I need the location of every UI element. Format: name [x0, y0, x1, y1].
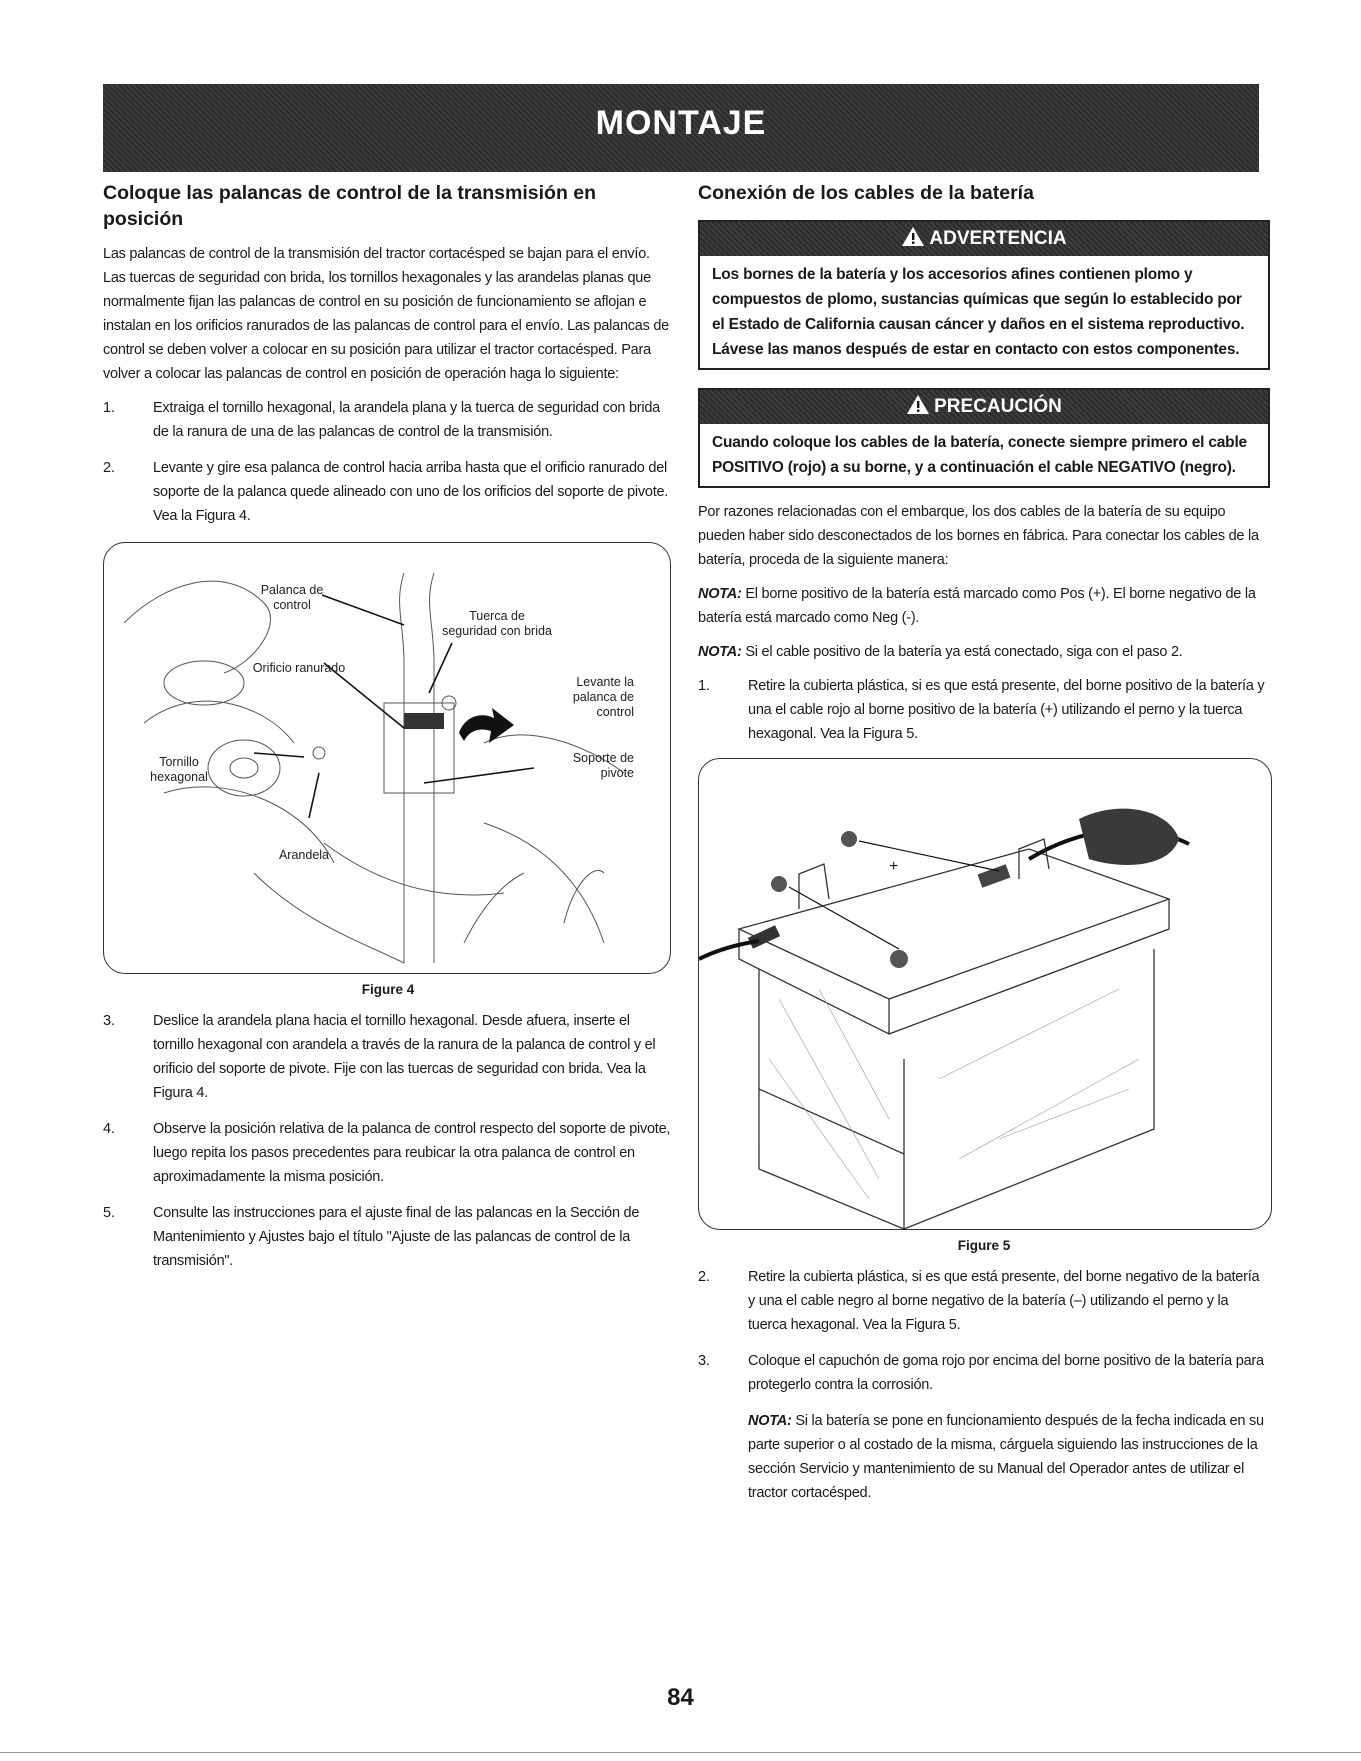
note-label: NOTA:: [748, 1413, 792, 1429]
caution-box: [698, 388, 1270, 488]
right-intro: Por razones relacionadas con el embarque, los dos cables de la batería de su equipo pueden haber sido desconectados de los bornes en fábrica. Para conectar los cables de la batería, proceda de la siguiente manera:: [698, 504, 1259, 568]
plus-sign: +: [889, 858, 899, 875]
note-label: NOTA:: [698, 586, 742, 602]
label-tornillo: Tornillo hexagonal: [150, 755, 208, 784]
step-text: Retire la cubierta plástica, si es que está presente, del borne positivo de la batería y una el cable rojo al borne positivo de la batería (+) utilizando el perno y la tuerca hexagonal. Vea la Figura 5.: [748, 678, 1265, 742]
step-number: 1.: [698, 678, 710, 694]
step-text: Coloque el capuchón de goma rojo por encima del borne positivo de la batería para protegerlo contra la corrosión.: [748, 1353, 1264, 1393]
step-text: Observe la posición relativa de la palanca de control respecto del soporte de pivote, luego repita los pasos precedentes para reubicar la otra palanca de control en aproximadamente la misma posición.: [153, 1121, 671, 1185]
list-item: [103, 396, 673, 444]
warning-triangle-icon: [901, 225, 925, 259]
step-text: Consulte las instrucciones para el ajuste final de las palancas en la Sección de Mantenimiento y Ajustes bajo el título "Ajuste de las palancas de control de la transmisión".: [153, 1205, 640, 1269]
figure-4-caption: Figure 4: [361, 982, 415, 997]
step-number: 1.: [103, 400, 115, 416]
list-item: [103, 1117, 673, 1189]
step-number: 3.: [103, 1013, 115, 1029]
label-tuerca: Tuerca de seguridad con brida: [442, 609, 552, 638]
note-label: NOTA:: [698, 644, 742, 660]
left-heading: Coloque las palancas de control de la transmisión en posición: [103, 182, 597, 230]
figure-5-illustration: [699, 759, 1271, 1229]
label-soporte: Soporte de pivote: [572, 751, 634, 780]
list-item: [698, 674, 1270, 746]
right-heading: Conexión de los cables de la batería: [698, 182, 1034, 204]
step-text: Retire la cubierta plástica, si es que está presente, del borne negativo de la batería y una el cable negro al borne negativo de la batería (–) utilizando el perno y la tuerca hexagonal. Vea la Figura 5.: [748, 1269, 1260, 1333]
list-item: [103, 456, 673, 528]
list-item: [103, 1201, 673, 1273]
note-text: Si el cable positivo de la batería ya está conectado, siga con el paso 2.: [741, 644, 1183, 660]
label-levante: Levante la palanca de control: [572, 675, 634, 719]
note-3: [748, 1409, 1270, 1505]
caution-title: PRECAUCIÓN: [934, 396, 1062, 417]
step-number: 2.: [103, 460, 115, 476]
label-orificio: Orificio ranurado: [252, 661, 346, 675]
note-1: [698, 582, 1270, 630]
note-text: Si la batería se pone en funcionamiento después de la fecha indicada en su parte superior o al costado de la misma, cárguela siguiendo las instrucciones de la sección Servicio y mantenimiento de su Manual del Operador antes de utilizar el tractor cortacésped.: [748, 1413, 1264, 1501]
caution-triangle-icon: [906, 393, 930, 427]
list-item: [698, 1265, 1270, 1337]
warning-box: [698, 220, 1270, 370]
label-arandela: Arandela: [278, 848, 330, 862]
warning-text: Los bornes de la batería y los accesorios afines contienen plomo y compuestos de plomo, sustancias químicas que según lo establecido por el Estado de California causan cáncer y daños en el sistema reproductivo. Lávese las manos después de estar en contacto con estos componentes.: [712, 266, 1245, 358]
bottom-rule: [0, 1752, 1361, 1753]
step-number: 5.: [103, 1205, 115, 1221]
step-text: Deslice la arandela plana hacia el tornillo hexagonal. Desde afuera, inserte el tornillo hexagonal con arandela a través de la ranura de la palanca de control y el orificio del soporte de pivote. Fije con las tuercas de seguridad con brida. Vea la Figura 4.: [153, 1013, 656, 1101]
list-item: [698, 1349, 1270, 1397]
left-column: [103, 180, 673, 1285]
note-2: [698, 640, 1270, 664]
left-intro: Las palancas de control de la transmisión del tractor cortacésped se bajan para el envío. Las tuercas de seguridad con brida, los tornillos hexagonales y las arandelas planas que normalmente fijan las palancas de control en su posición de funcionamiento se aflojan e instalan en los orificios ranurados de las palancas de control para el envío. Las palancas de control se deben volver a colocar en su posición para utilizar el tractor cortacésped. Para volver a colocar las palancas de control en posición de operación haga lo siguiente:: [103, 246, 669, 382]
battery-steps-2: [698, 1265, 1270, 1397]
step-text: Extraiga el tornillo hexagonal, la arandela plana y la tuerca de seguridad con brida de la ranura de una de las palancas de control de la transmisión.: [153, 400, 660, 440]
label-palanca: Palanca de control: [260, 583, 324, 612]
figure-5: [698, 758, 1272, 1230]
section-title: MONTAJE: [595, 104, 767, 142]
right-column: [698, 180, 1270, 1515]
list-item: [103, 1009, 673, 1105]
step-number: 4.: [103, 1121, 115, 1137]
page-number: 84: [667, 1684, 694, 1711]
step-text: Levante y gire esa palanca de control hacia arriba hasta que el orificio ranurado del soporte de la palanca quede alineado con uno de los orificios del soporte de pivote. Vea la Figura 4.: [153, 460, 669, 524]
section-banner: [103, 84, 1259, 172]
warning-title: ADVERTENCIA: [929, 228, 1067, 249]
caution-text: Cuando coloque los cables de la batería, conecte siempre primero el cable POSITIVO (rojo) a su borne, y a continuación el cable NEGATIVO (negro).: [712, 434, 1247, 476]
steps-list-before: [103, 396, 673, 528]
step-number: 3.: [698, 1353, 710, 1369]
step-number: 2.: [698, 1269, 710, 1285]
steps-list-after: [103, 1009, 673, 1273]
warning-header: [700, 222, 1268, 256]
battery-steps-1: [698, 674, 1270, 746]
figure-5-caption: Figure 5: [957, 1238, 1011, 1253]
figure-4: [103, 542, 671, 974]
caution-header: [700, 390, 1268, 424]
note-text: El borne positivo de la batería está marcado como Pos (+). El borne negativo de la batería está marcado como Neg (-).: [698, 586, 1256, 626]
